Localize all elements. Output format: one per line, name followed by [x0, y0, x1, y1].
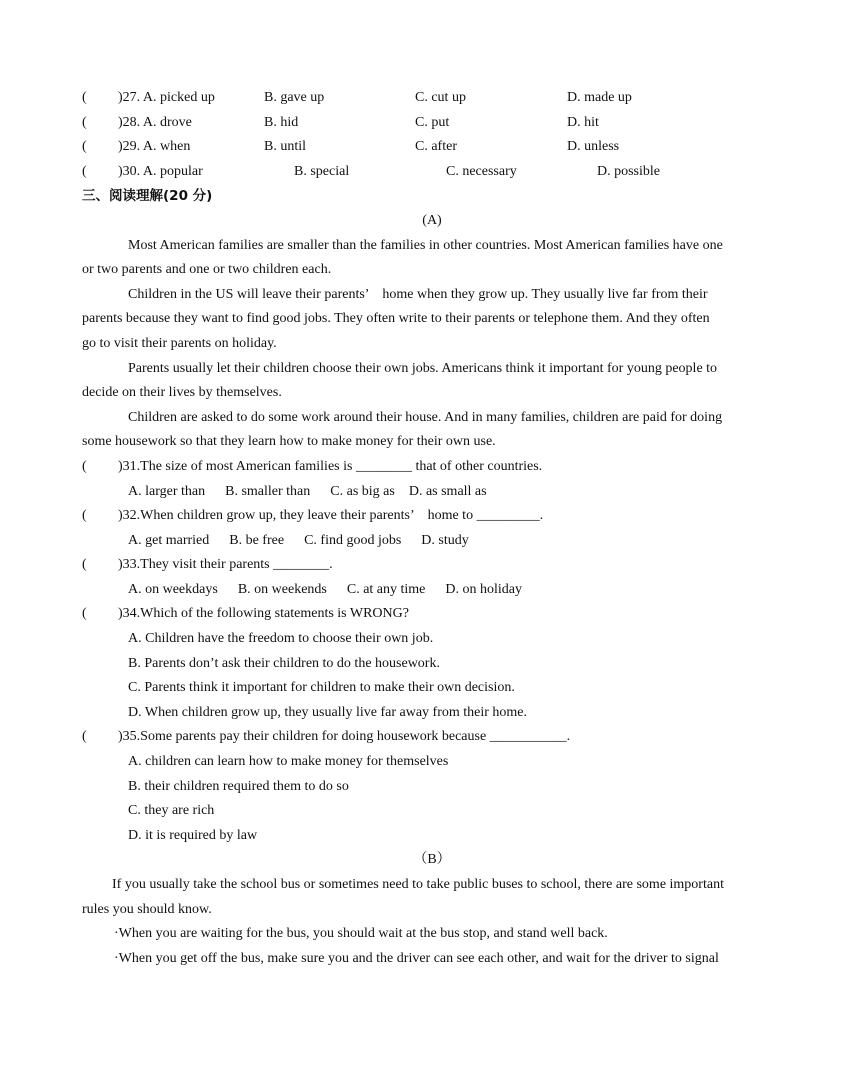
passage-a-p4-line2: some housework so that they learn how to make money for their own use. — [82, 434, 496, 450]
question-33 — [82, 553, 782, 578]
question-32 — [82, 504, 782, 529]
option-b: B. smaller than — [225, 483, 311, 499]
section-title: 三、阅读理解(20 分) — [82, 188, 213, 205]
answer-bracket: ( — [82, 90, 87, 105]
option-a: A. on weekdays — [128, 581, 218, 597]
option-b: B. gave up — [264, 90, 325, 105]
question-32-options — [82, 529, 782, 554]
cloze-item-28 — [82, 111, 782, 136]
question-stem: )33.They visit their parents ________. — [118, 557, 333, 573]
option-d: D. unless — [567, 139, 620, 155]
option-d: D. made up — [567, 90, 632, 105]
passage-b-label: （B） — [413, 852, 451, 868]
passage-a-p4-line1: Children are asked to do some work around their house. And in many families, children are paid for doing — [128, 409, 723, 425]
option-a: A. get married — [128, 532, 210, 548]
passage-a-p2-line1: Children in the US will leave their parents’ home when they grow up. They usually live far from their — [128, 286, 708, 302]
question-31 — [82, 455, 782, 480]
passage-b-bullet-1: ·When you are waiting for the bus, you should wait at the bus stop, and stand well back. — [114, 926, 608, 942]
option-c: C. find good jobs — [304, 532, 402, 548]
option-c: C. after — [415, 139, 457, 155]
option-d: D. on holiday — [445, 581, 523, 597]
question-stem: )35.Some parents pay their children for doing housework because ___________. — [118, 729, 571, 745]
question-stem: )34.Which of the following statements is WRONG? — [118, 606, 409, 622]
passage-a-p2-line3: go to visit their parents on holiday. — [82, 335, 277, 351]
cloze-item-29 — [82, 135, 782, 160]
option-a: A. Children have the freedom to choose their own job. — [128, 631, 434, 647]
answer-bracket: ( — [82, 114, 87, 130]
option-d: D. it is required by law — [128, 827, 258, 843]
passage-a-p3-line2: decide on their lives by themselves. — [82, 385, 282, 401]
passage-b-bullet-2: ·When you get off the bus, make sure you and the driver can see each other, and wait for the driver to signal — [114, 950, 719, 966]
question-number: )28. A. drove — [118, 114, 192, 130]
question-33-options — [82, 578, 782, 603]
option-c: C. Parents think it important for children to make their own decision. — [128, 680, 515, 696]
option-c: C. at any time — [346, 581, 426, 597]
option-d: D. study — [421, 532, 469, 548]
option-c: C. as big as — [330, 483, 395, 499]
option-b: B. until — [264, 139, 307, 155]
answer-bracket: ( — [82, 557, 87, 573]
question-34 — [82, 602, 782, 627]
passage-a-p1-line2: or two parents and one or two children each. — [82, 262, 332, 278]
cloze-item-30 — [82, 160, 782, 185]
option-a: A. children can learn how to make money for themselves — [128, 754, 449, 770]
question-number: )29. A. when — [118, 139, 191, 155]
cloze-item-27 — [82, 86, 782, 111]
option-d: D. When children grow up, they usually live far away from their home. — [128, 704, 528, 720]
answer-bracket: ( — [82, 163, 87, 179]
worksheet-page — [82, 86, 782, 971]
question-stem: )32.When children grow up, they leave their parents’ home to _________. — [118, 508, 544, 524]
answer-bracket: ( — [82, 729, 87, 745]
passage-a-p1-line1: Most American families are smaller than the families in other countries. Most American families have one — [128, 237, 723, 253]
question-31-options — [82, 480, 782, 505]
option-c: C. necessary — [446, 163, 517, 179]
option-c: C. cut up — [415, 90, 466, 105]
question-number: )30. A. popular — [118, 163, 203, 179]
passage-b-p1-line1: If you usually take the school bus or sometimes need to take public buses to school, there are some important — [112, 877, 724, 892]
passage-a-p3-line1: Parents usually let their children choose their own jobs. Americans think it important for young people to — [128, 360, 718, 376]
option-b: B. be free — [229, 532, 285, 548]
option-b: B. on weekends — [237, 581, 327, 597]
passage-b-p1-line2: rules you should know. — [82, 901, 212, 917]
option-b: B. Parents don’t ask their children to do the housework. — [128, 655, 440, 671]
option-d: D. as small as — [408, 483, 487, 499]
option-b: B. special — [294, 163, 350, 179]
answer-bracket: ( — [82, 606, 87, 622]
answer-bracket: ( — [82, 139, 87, 155]
question-35 — [82, 725, 782, 750]
passage-a-p2-line2: parents because they want to find good jobs. They often write to their parents or telephone them. And they often — [82, 311, 710, 327]
option-b: B. their children required them to do so — [128, 778, 349, 794]
option-d: D. hit — [567, 114, 599, 130]
option-a: A. larger than — [128, 483, 206, 499]
question-stem: )31.The size of most American families is ________ that of other countries. — [118, 458, 543, 474]
option-d: D. possible — [597, 163, 660, 179]
passage-a-label: (A) — [422, 212, 442, 228]
question-number: )27. A. picked up — [118, 90, 215, 105]
answer-bracket: ( — [82, 508, 87, 524]
answer-bracket: ( — [82, 458, 87, 474]
option-b: B. hid — [264, 114, 299, 130]
option-c: C. put — [415, 114, 450, 130]
option-c: C. they are rich — [128, 803, 215, 819]
